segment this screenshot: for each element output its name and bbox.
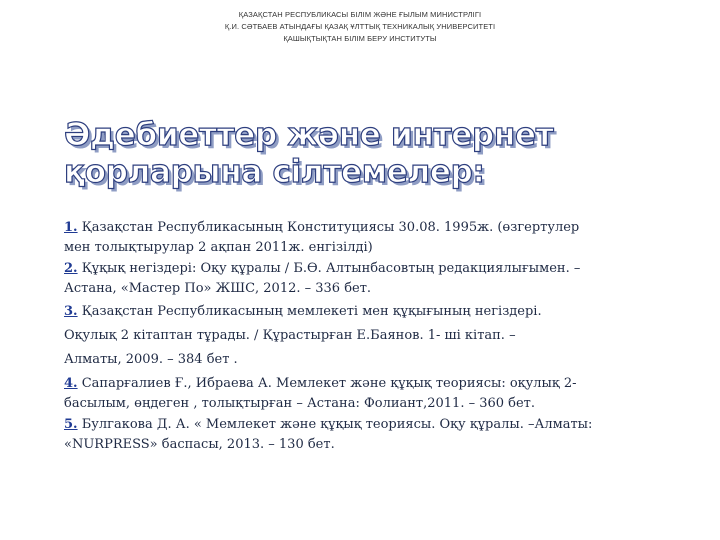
slide-title [64,117,704,191]
reference-item-1 [64,218,674,257]
reference-number: 5. [64,417,78,432]
reference-item-5 [64,415,674,454]
reference-item-4 [64,374,674,413]
reference-line: 2. Құқық негіздері: Оқу құралы / Б.Ө. Алтынбасовтың редакциялығымен. – [64,261,581,276]
reference-line: 5. Булгакова Д. А. « Мемлекет және құқық теориясы. Оқу құралы. –Алматы: [64,417,593,432]
reference-number: 1. [64,220,78,235]
reference-item-2 [64,259,674,298]
header-institute: ҚАШЫҚТЫҚТАН БІЛІМ БЕРУ ИНСТИТУТЫ [283,34,437,43]
reference-line: 3. Қазақстан Республикасының мемлекеті мен құқығының негіздері. [64,304,542,319]
institution-header [0,9,720,45]
reference-line: Оқулық 2 кітаптан тұрады. / Құрастырған Е.Баянов. 1- ші кітап. – [64,328,516,343]
title-line-1: Әдебиеттер және интернет [64,117,554,153]
reference-line: «NURPRESS» баспасы, 2013. – 130 бет. [64,436,335,452]
header-ministry: ҚАЗАҚСТАН РЕСПУБЛИКАСЫ БІЛІМ ЖӘНЕ ҒЫЛЫМ МИНИСТРЛІГІ [238,10,482,19]
reference-number: 2. [64,261,78,276]
title-line-2: қорларына сілтемелер: [64,154,485,190]
reference-line: мен толықтырулар 2 ақпан 2011ж. енгізілді) [64,239,373,255]
header-university: Қ.И. СӘТБАЕВ АТЫНДАҒЫ ҚАЗАҚ ҰЛТТЫҚ ТЕХНИКАЛЫҚ УНИВЕРСИТЕТІ [224,22,496,31]
reference-line: 4. Сапарғалиев Ғ., Ибраева А. Мемлекет және құқық теориясы: оқулық 2- [64,376,577,391]
reference-line: басылым, өңдеген , толықтырған – Астана: Фолиант,2011. – 360 бет. [64,395,536,411]
reference-line: Астана, «Мастер По» ЖШС, 2012. – 336 бет. [64,280,372,296]
reference-list [64,218,674,456]
reference-number: 4. [64,376,78,391]
reference-line: Алматы, 2009. – 384 бет . [64,352,238,367]
reference-number: 3. [64,304,78,319]
reference-line: 1. Қазақстан Республикасының Конституциясы 30.08. 1995ж. (өзгертулер [64,220,580,235]
reference-item-3 [64,300,674,372]
